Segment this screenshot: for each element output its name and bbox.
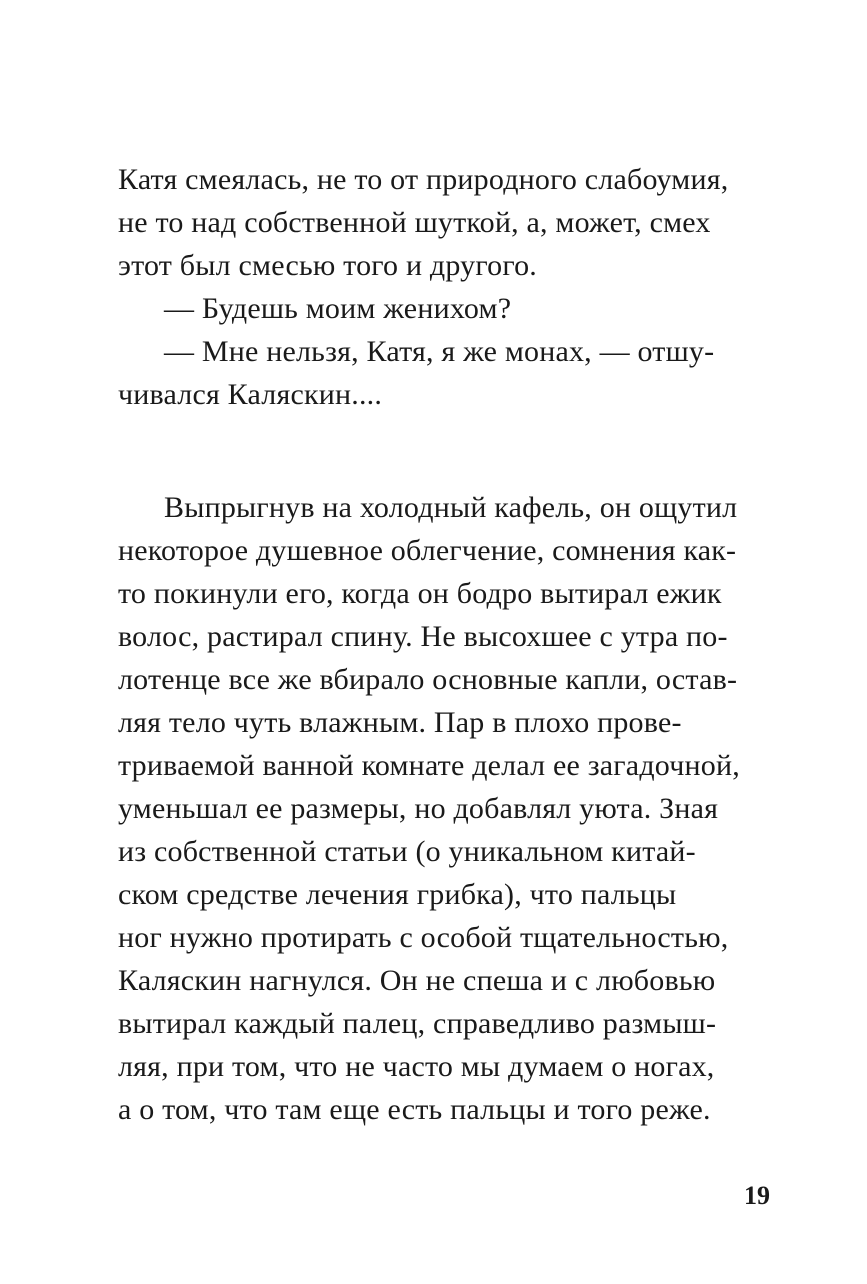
text-line: уменьшал ее размеры, но добавлял уюта. Зная [118,792,719,825]
text-line: из собственной статьи (о уникальном китай- [118,835,696,868]
text-line: не то над собственной шуткой, а, может, смех [118,206,711,239]
text-line: ляя, при том, что не часто мы думаем о ногах, [118,1050,715,1083]
text-block-dialogue [118,158,778,416]
text-line: некоторое душевное облегчение, сомнения как- [118,534,737,567]
text-line: ног нужно протирать с особой тщательностью, [118,921,729,954]
text-line: Каляскин нагнулся. Он не спеша и с любовью [118,964,716,997]
dialogue-line: — Будешь моим женихом? [164,292,512,325]
text-line: ском средстве лечения грибка), что пальцы [118,878,677,911]
text-line: ляя тело чуть влажным. Пар в плохо прове- [118,706,682,739]
text-line: Катя смеялась, не то от природного слабоумия, [118,163,729,196]
paragraph-first-line: Выпрыгнув на холодный кафель, он ощутил [164,491,738,524]
text-line: вытирал каждый палец, справедливо размыш- [118,1007,717,1040]
dialogue-line: — Мне нельзя, Катя, я же монах, — отшу- [164,335,715,368]
text-line: чивался Каляскин.... [118,378,383,411]
text-line: то покинули его, когда он бодро вытирал ежик [118,577,722,610]
text-block-paragraph [118,486,778,1131]
page-number: 19 [744,1181,770,1210]
text-line: этот был смесью того и другого. [118,249,537,282]
text-line: лотенце все же вбирало основные капли, остав- [118,663,738,696]
text-line: волос, растирал спину. Не высохшее с утра по- [118,620,728,653]
text-line: а о том, что там еще есть пальцы и того реже. [118,1093,711,1126]
text-line: триваемой ванной комнате делал ее загадочной, [118,749,740,782]
